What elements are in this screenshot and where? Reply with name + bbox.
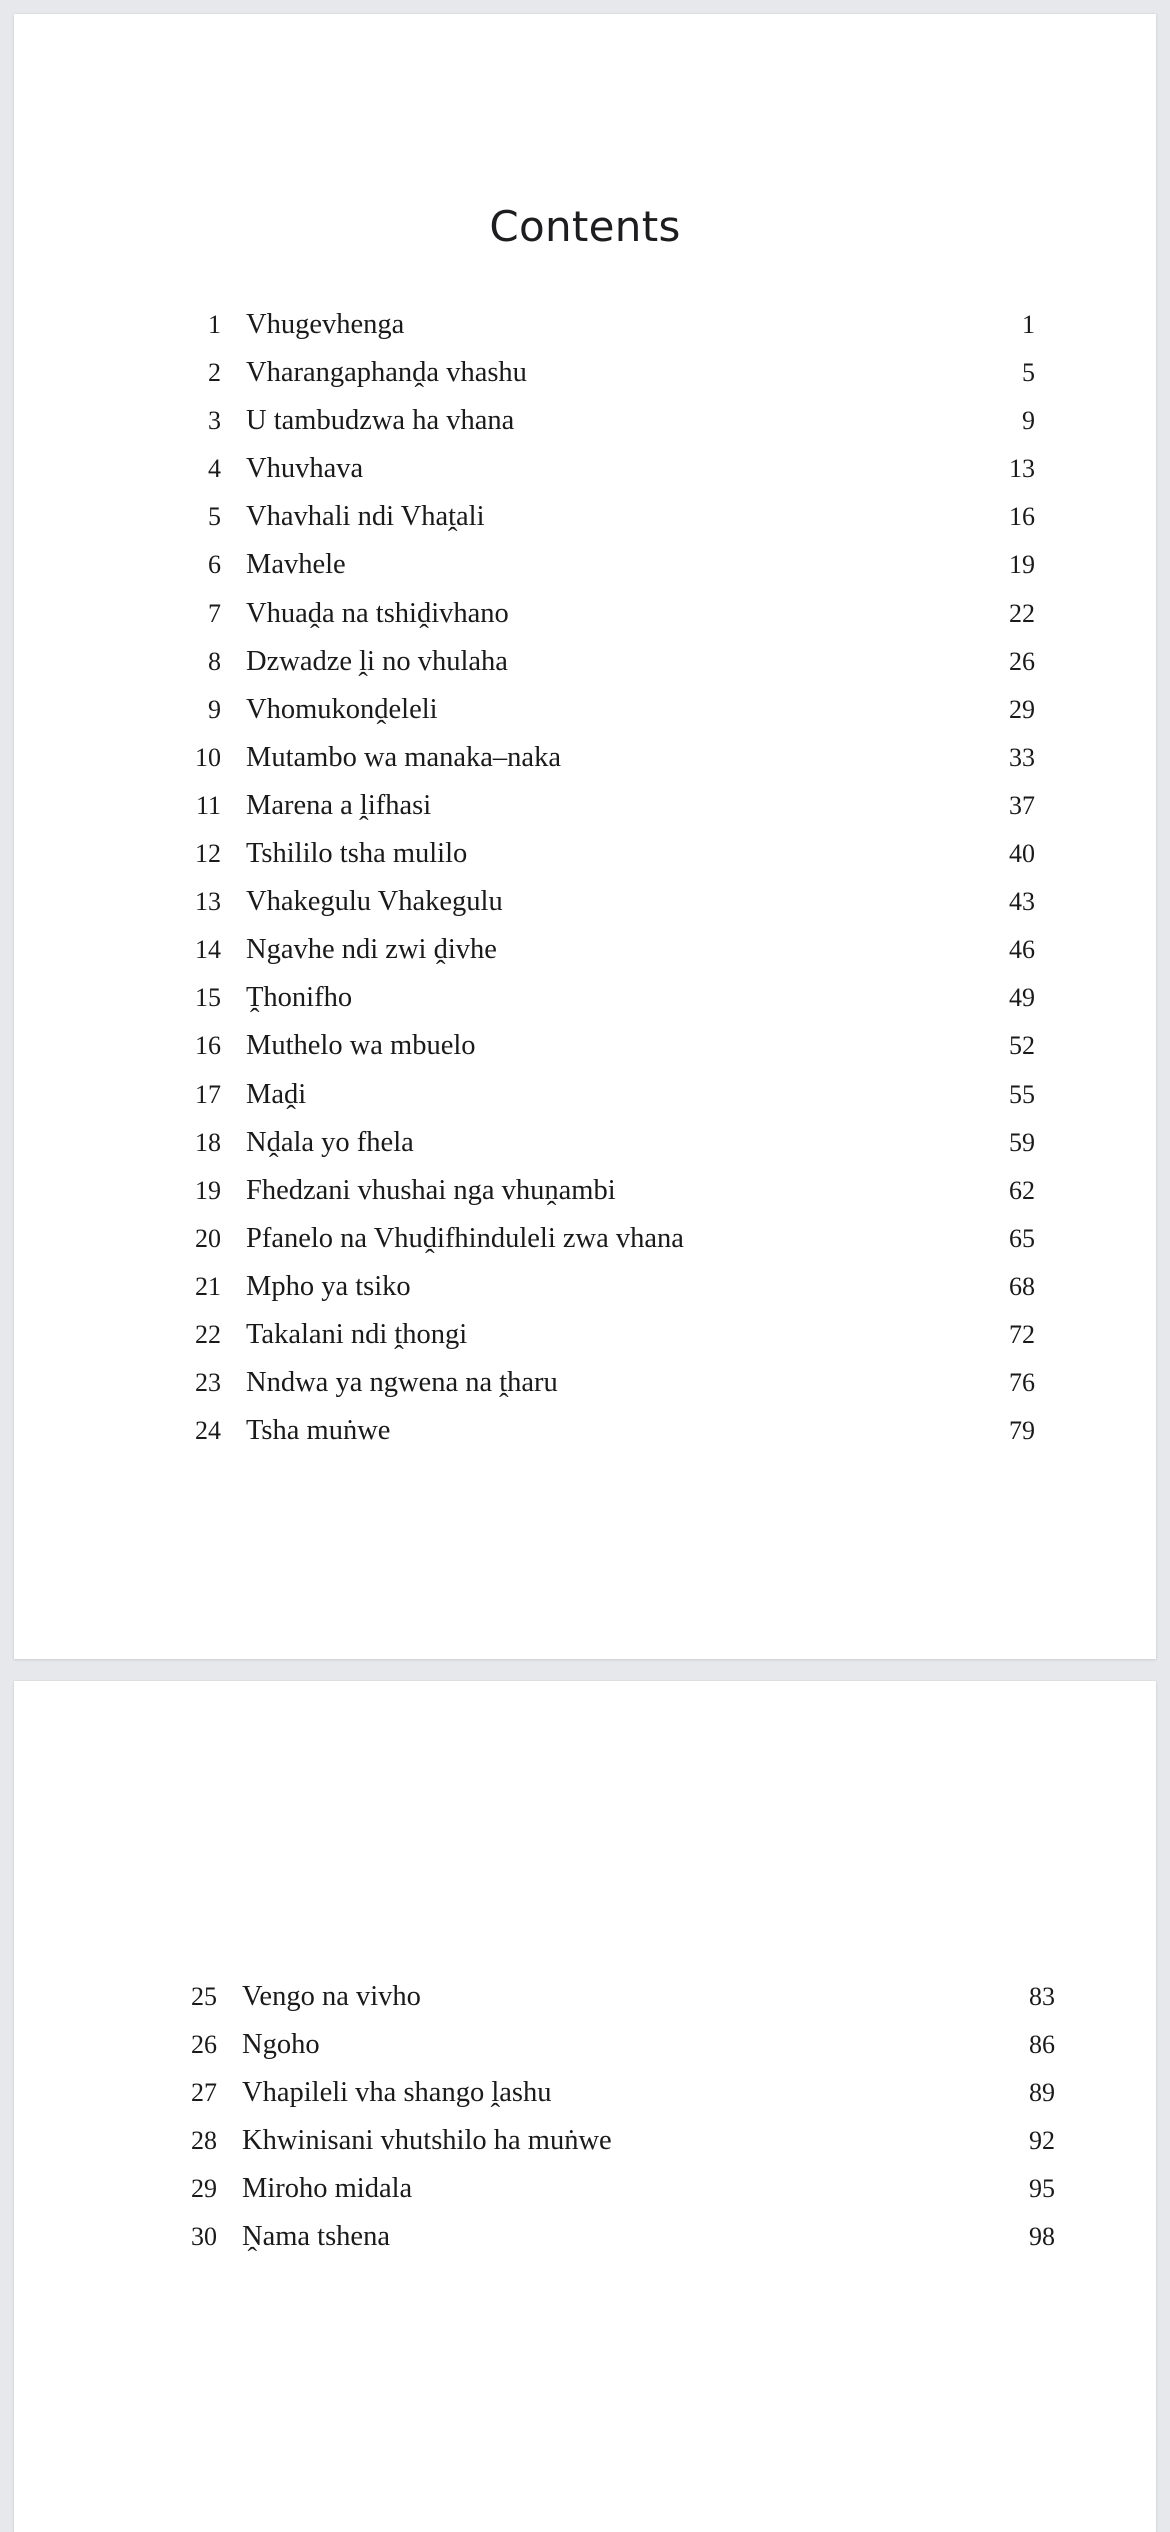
toc-entry[interactable] xyxy=(135,936,1035,965)
toc-entry-title: Khwinisani vhutshilo ha muṅwe xyxy=(242,2127,612,2156)
toc-entry[interactable] xyxy=(135,503,1035,532)
toc-entry-title: Mpho ya tsiko xyxy=(246,1272,411,1302)
toc-entry-title: Ngoho xyxy=(242,2031,320,2060)
toc-entry[interactable] xyxy=(135,359,1035,388)
table-of-contents-list-page-1 xyxy=(135,311,1035,1446)
toc-entry-number: 8 xyxy=(208,646,221,676)
toc-entry-page-number: 22 xyxy=(1009,598,1035,628)
toc-entry-title: Marena a ḽifhasi xyxy=(246,791,432,821)
contents-page-2 xyxy=(14,1681,1156,2532)
toc-entry[interactable] xyxy=(155,2031,1055,2060)
toc-entry[interactable] xyxy=(135,1177,1035,1206)
toc-entry[interactable] xyxy=(135,696,1035,725)
toc-entry-number: 30 xyxy=(191,2222,217,2251)
toc-entry-number: 24 xyxy=(195,1416,221,1446)
toc-entry-number: 14 xyxy=(195,935,221,965)
toc-entry-title: Vhugevhenga xyxy=(246,311,405,340)
toc-entry[interactable] xyxy=(135,551,1035,580)
toc-entry-page-number: 46 xyxy=(1009,935,1035,965)
toc-entry[interactable] xyxy=(135,744,1035,773)
toc-entry-page-number: 62 xyxy=(1009,1175,1035,1205)
toc-entry-title: Vhomukonḓeleli xyxy=(246,695,438,725)
toc-entry-title: U tambudzwa ha vhana xyxy=(246,407,515,436)
toc-entry-page-number: 13 xyxy=(1009,454,1035,484)
toc-entry-title: Nndwa ya ngwena na ṱharu xyxy=(246,1369,558,1398)
toc-entry[interactable] xyxy=(135,648,1035,677)
toc-entry-title: Vhavhali ndi Vhaṱali xyxy=(246,503,485,532)
toc-entry-page-number: 19 xyxy=(1009,550,1035,580)
toc-entry-title: Maḓi xyxy=(246,1080,307,1109)
toc-entry-page-number: 5 xyxy=(1022,358,1035,388)
page-title: Contents xyxy=(489,202,681,251)
toc-entry-page-number: 92 xyxy=(1029,2126,1055,2155)
toc-entry-number: 19 xyxy=(195,1175,221,1205)
toc-entry-page-number: 79 xyxy=(1009,1416,1035,1446)
toc-entry-page-number: 43 xyxy=(1009,887,1035,917)
toc-entry-title: Vengo na vivho xyxy=(242,1983,421,2012)
toc-entry[interactable] xyxy=(155,2223,1055,2252)
toc-entry-page-number: 83 xyxy=(1029,1982,1055,2011)
toc-entry-title: Mutambo wa manaka–naka xyxy=(246,743,561,773)
toc-entry-title: Mavhele xyxy=(246,551,346,580)
toc-entry-page-number: 86 xyxy=(1029,2030,1055,2059)
toc-entry[interactable] xyxy=(155,2175,1055,2204)
toc-entry-title: Dzwadze ḽi no vhulaha xyxy=(246,647,508,677)
toc-entry-number: 9 xyxy=(208,694,221,724)
table-of-contents-list-page-2 xyxy=(115,1681,1055,2252)
toc-entry-page-number: 40 xyxy=(1009,839,1035,869)
toc-entry-number: 7 xyxy=(208,598,221,628)
toc-entry-number: 16 xyxy=(195,1031,221,1061)
toc-entry-page-number: 37 xyxy=(1009,790,1035,820)
toc-entry-title: Vharangaphanḓa vhashu xyxy=(246,359,527,388)
toc-entry-title: Miroho midala xyxy=(242,2175,413,2204)
toc-entry-number: 17 xyxy=(195,1079,221,1109)
toc-entry-number: 26 xyxy=(191,2030,217,2059)
toc-entry-page-number: 49 xyxy=(1009,983,1035,1013)
toc-entry-number: 20 xyxy=(195,1223,221,1253)
toc-entry-title: Ṱhonifho xyxy=(246,984,353,1013)
toc-entry[interactable] xyxy=(135,1225,1035,1254)
toc-entry[interactable] xyxy=(135,600,1035,629)
toc-entry[interactable] xyxy=(135,1273,1035,1302)
toc-entry-title: Takalani ndi ṱhongi xyxy=(246,1320,468,1350)
toc-entry-number: 13 xyxy=(195,887,221,917)
toc-entry-number: 29 xyxy=(191,2174,217,2203)
toc-entry-page-number: 68 xyxy=(1009,1271,1035,1301)
toc-entry[interactable] xyxy=(135,311,1035,340)
toc-entry-title: Vhapileli vha shango ḽashu xyxy=(242,2079,552,2108)
toc-entry-number: 12 xyxy=(195,839,221,869)
toc-entry[interactable] xyxy=(155,1983,1055,2012)
toc-entry-number: 5 xyxy=(208,502,221,532)
toc-entry-title: Ṋama tshena xyxy=(242,2223,390,2252)
toc-entry-page-number: 26 xyxy=(1009,646,1035,676)
toc-entry-number: 21 xyxy=(195,1271,221,1301)
toc-entry-title: Nḓala yo fhela xyxy=(246,1128,414,1158)
toc-entry-title: Vhakegulu Vhakegulu xyxy=(246,888,503,917)
toc-entry[interactable] xyxy=(135,1032,1035,1061)
toc-entry-number: 6 xyxy=(208,550,221,580)
toc-entry-number: 3 xyxy=(208,406,221,436)
toc-entry[interactable] xyxy=(135,1369,1035,1398)
toc-entry-page-number: 52 xyxy=(1009,1031,1035,1061)
toc-entry-number: 10 xyxy=(195,742,221,772)
toc-entry[interactable] xyxy=(135,1417,1035,1446)
toc-entry-title: Vhuaḓa na tshiḓivhano xyxy=(246,599,509,629)
toc-entry-number: 4 xyxy=(208,454,221,484)
toc-entry-number: 1 xyxy=(208,310,221,339)
toc-entry-page-number: 76 xyxy=(1009,1368,1035,1398)
toc-entry-title: Fhedzani vhushai nga vhuṋambi xyxy=(246,1176,616,1206)
toc-entry[interactable] xyxy=(135,792,1035,821)
toc-entry[interactable] xyxy=(135,888,1035,917)
toc-entry-page-number: 72 xyxy=(1009,1319,1035,1349)
toc-entry-number: 11 xyxy=(195,790,221,820)
toc-entry-page-number: 1 xyxy=(1022,310,1035,339)
toc-entry-page-number: 59 xyxy=(1009,1127,1035,1157)
toc-entry-page-number: 16 xyxy=(1009,502,1035,532)
toc-entry[interactable] xyxy=(135,407,1035,436)
toc-entry[interactable] xyxy=(155,2127,1055,2156)
toc-entry-page-number: 29 xyxy=(1009,694,1035,724)
toc-entry-title: Pfanelo na Vhuḓifhinduleli zwa vhana xyxy=(246,1224,684,1254)
toc-entry-page-number: 89 xyxy=(1029,2078,1055,2107)
toc-entry-number: 15 xyxy=(195,983,221,1013)
toc-entry-number: 18 xyxy=(195,1127,221,1157)
toc-entry-number: 22 xyxy=(195,1319,221,1349)
toc-entry-page-number: 9 xyxy=(1022,406,1035,436)
toc-entry-title: Ngavhe ndi zwi ḓivhe xyxy=(246,936,497,965)
toc-entry-title: Muthelo wa mbuelo xyxy=(246,1032,476,1061)
toc-entry[interactable] xyxy=(135,1129,1035,1158)
toc-entry-title: Vhuvhava xyxy=(246,455,364,484)
toc-entry[interactable] xyxy=(135,840,1035,869)
toc-entry-number: 28 xyxy=(191,2126,217,2155)
toc-entry[interactable] xyxy=(135,984,1035,1013)
toc-entry-page-number: 55 xyxy=(1009,1079,1035,1109)
toc-entry-number: 23 xyxy=(195,1368,221,1398)
toc-entry[interactable] xyxy=(135,1321,1035,1350)
toc-entry-title: Tsha muṅwe xyxy=(246,1417,391,1446)
toc-entry[interactable] xyxy=(135,1081,1035,1110)
toc-entry-number: 2 xyxy=(208,358,221,388)
toc-entry-page-number: 95 xyxy=(1029,2174,1055,2203)
toc-entry[interactable] xyxy=(135,455,1035,484)
toc-entry-page-number: 98 xyxy=(1029,2222,1055,2251)
contents-page-1 xyxy=(14,14,1156,1659)
toc-entry-number: 27 xyxy=(191,2078,217,2107)
toc-entry-page-number: 33 xyxy=(1009,742,1035,772)
toc-entry-title: Tshililo tsha mulilo xyxy=(246,840,468,869)
toc-entry[interactable] xyxy=(155,2079,1055,2108)
toc-entry-number: 25 xyxy=(191,1982,217,2011)
toc-entry-page-number: 65 xyxy=(1009,1223,1035,1253)
